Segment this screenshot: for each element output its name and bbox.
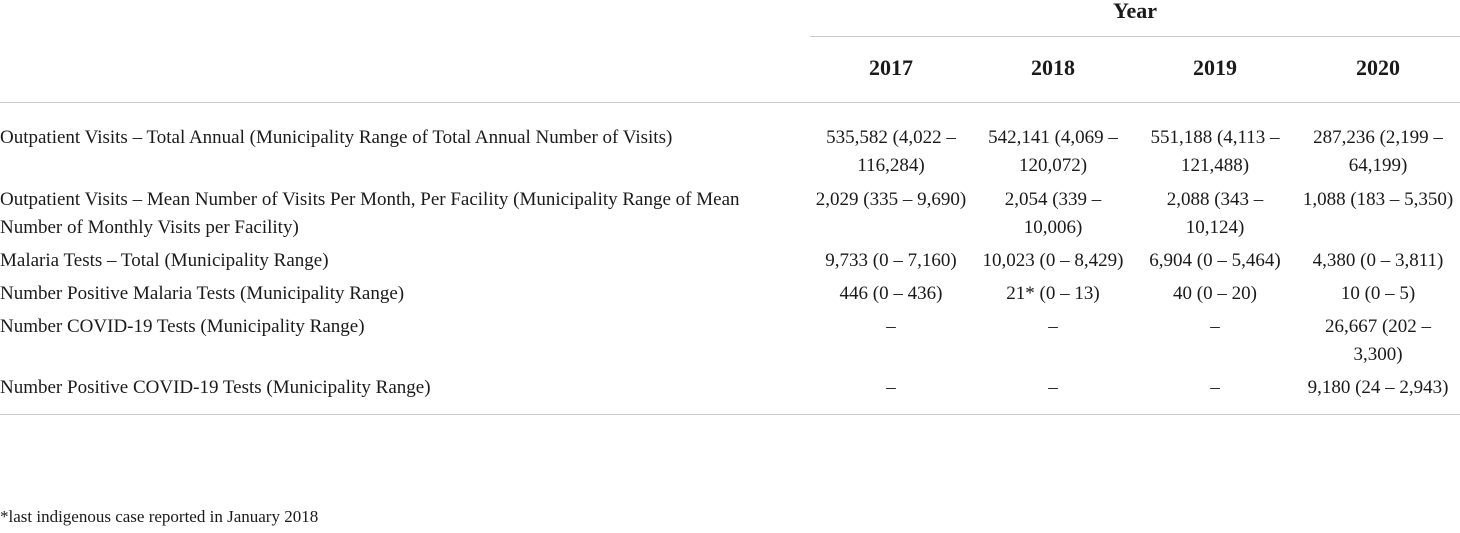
header-blank-cell	[0, 0, 810, 37]
label-column-header	[0, 37, 810, 103]
row-label: Outpatient Visits – Mean Number of Visits Per Month, Per Facility (Municipality Range of Mean Number of Monthly Visits per Facility)	[0, 189, 740, 238]
year-group-label: Year	[1113, 0, 1158, 23]
cell-value: 10,023 (0 – 8,429)	[982, 250, 1124, 271]
cell-value: –	[886, 316, 896, 337]
row-label: Number COVID-19 Tests (Municipality Range)	[0, 316, 365, 337]
cell-value: 9,733 (0 – 7,160)	[825, 250, 957, 271]
table-row	[0, 103, 1460, 181]
table-body	[0, 103, 1460, 415]
year-header-2018: 2018	[972, 37, 1134, 103]
cell-value: –	[1134, 369, 1296, 415]
cell-value: 542,141 (4,069 – 120,072)	[988, 127, 1118, 176]
cell-value: 1,088 (183 – 5,350)	[1302, 189, 1454, 210]
year-header-2020: 2020	[1296, 37, 1460, 103]
cell-value: 9,180 (24 – 2,943)	[1296, 369, 1460, 415]
row-label: Number Positive Malaria Tests (Municipality Range)	[0, 283, 405, 304]
cell-value: 40 (0 – 20)	[1173, 283, 1257, 304]
table-footnote: *last indigenous case reported in January 2018	[0, 507, 319, 526]
cell-value: –	[810, 369, 972, 415]
table-row	[0, 369, 1460, 415]
table-row	[0, 275, 1460, 308]
cell-value: 446 (0 – 436)	[839, 283, 943, 304]
cell-value: 535,582 (4,022 – 116,284)	[826, 127, 956, 176]
years-header-row	[0, 37, 1460, 103]
cell-value: 6,904 (0 – 5,464)	[1149, 250, 1281, 271]
cell-value: 2,054 (339 – 10,006)	[1004, 189, 1102, 238]
year-header-2019: 2019	[1134, 37, 1296, 103]
year-group-header	[810, 0, 1460, 37]
cell-value: 4,380 (0 – 3,811)	[1312, 250, 1444, 271]
row-label: Malaria Tests – Total (Municipality Range)	[0, 250, 329, 271]
table-row	[0, 180, 1460, 242]
row-label: Outpatient Visits – Total Annual (Municipality Range of Total Annual Number of Visits)	[0, 127, 673, 148]
cell-value: 551,188 (4,113 – 121,488)	[1150, 127, 1280, 176]
cell-value: –	[1210, 316, 1220, 337]
table-row	[0, 308, 1460, 369]
row-label: Number Positive COVID-19 Tests (Municipality Range)	[0, 369, 810, 415]
cell-value: –	[972, 369, 1134, 415]
cell-value: 287,236 (2,199 – 64,199)	[1313, 127, 1443, 176]
cell-value: 26,667 (202 – 3,300)	[1324, 316, 1432, 365]
cell-value: 2,088 (343 – 10,124)	[1166, 189, 1264, 238]
year-header-2017: 2017	[810, 37, 972, 103]
cell-value: 10 (0 – 5)	[1340, 283, 1416, 304]
group-header-row	[0, 0, 1460, 37]
cell-value: 21* (0 – 13)	[1006, 283, 1100, 304]
cell-value: –	[1048, 316, 1058, 337]
table-row	[0, 242, 1460, 275]
cell-value: 2,029 (335 – 9,690)	[815, 189, 967, 210]
table-header	[0, 0, 1460, 103]
